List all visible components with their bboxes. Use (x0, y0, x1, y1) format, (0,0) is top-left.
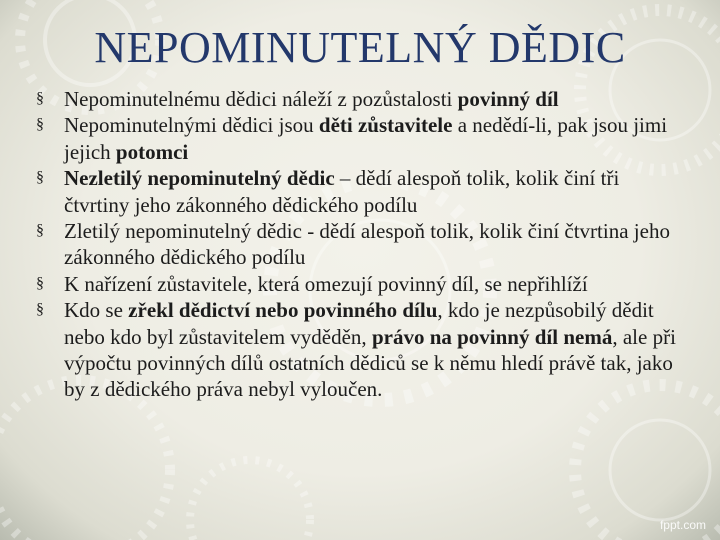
bullet-marker-icon: § (36, 274, 44, 292)
bullet-emphasis: právo na povinný díl nemá (371, 324, 613, 349)
bullet-emphasis: povinný díl (457, 87, 559, 111)
bullet-marker-icon: § (36, 90, 44, 107)
bullet-text: a nedědí-li, pak jsou jimi jejich (64, 113, 668, 164)
bullet-item (36, 86, 686, 112)
slide-title: NEPOMINUTELNÝ DĚDIC (94, 23, 626, 72)
bullet-item (36, 218, 686, 271)
bullet-marker-icon: § (36, 116, 44, 134)
watermark: fppt.com (659, 518, 706, 532)
bullet-text: Zletilý nepominutelný dědic - dědí alespoň tolik, kolik činí čtvrtina jeho zákonného dědického podílu (64, 219, 670, 270)
bullet-marker-icon: § (36, 169, 44, 187)
bullet-emphasis: děti zůstavitele (318, 113, 453, 138)
bullet-item (36, 271, 686, 297)
bullet-item (36, 165, 686, 218)
bullet-text: K nařízení zůstavitele, která omezují povinný díl, se nepřihlíží (64, 271, 588, 296)
bullet-text: Kdo se (64, 298, 129, 323)
bullet-text: Nepominutelnými dědici jsou (64, 113, 319, 138)
bullet-text: , kdo je nezpůsobilý dědit nebo kdo byl zůstavitelem vyděděn, (64, 298, 654, 349)
bullet-text: Nepominutelnému dědici náleží z pozůstalosti (64, 87, 458, 111)
bullet-emphasis: Nezletilý nepominutelný dědic (64, 166, 335, 191)
bullet-emphasis: zřekl dědictví nebo povinného dílu (128, 298, 438, 323)
bullet-emphasis: potomci (115, 139, 189, 164)
bullet-item (36, 112, 686, 165)
bullet-marker-icon: § (36, 301, 44, 319)
bullet-item (36, 297, 686, 403)
bullet-text: , ale při výpočtu povinných dílů ostatních dědiců se k němu hledí právě tak, jako by z dědického práva nebyl vyloučen. (64, 324, 676, 402)
bullet-marker-icon: § (36, 222, 44, 240)
bullet-text: – dědí alespoň tolik, kolik činí tři čtvrtiny jeho zákonného dědického podílu (64, 166, 620, 217)
bullet-list (36, 86, 686, 403)
